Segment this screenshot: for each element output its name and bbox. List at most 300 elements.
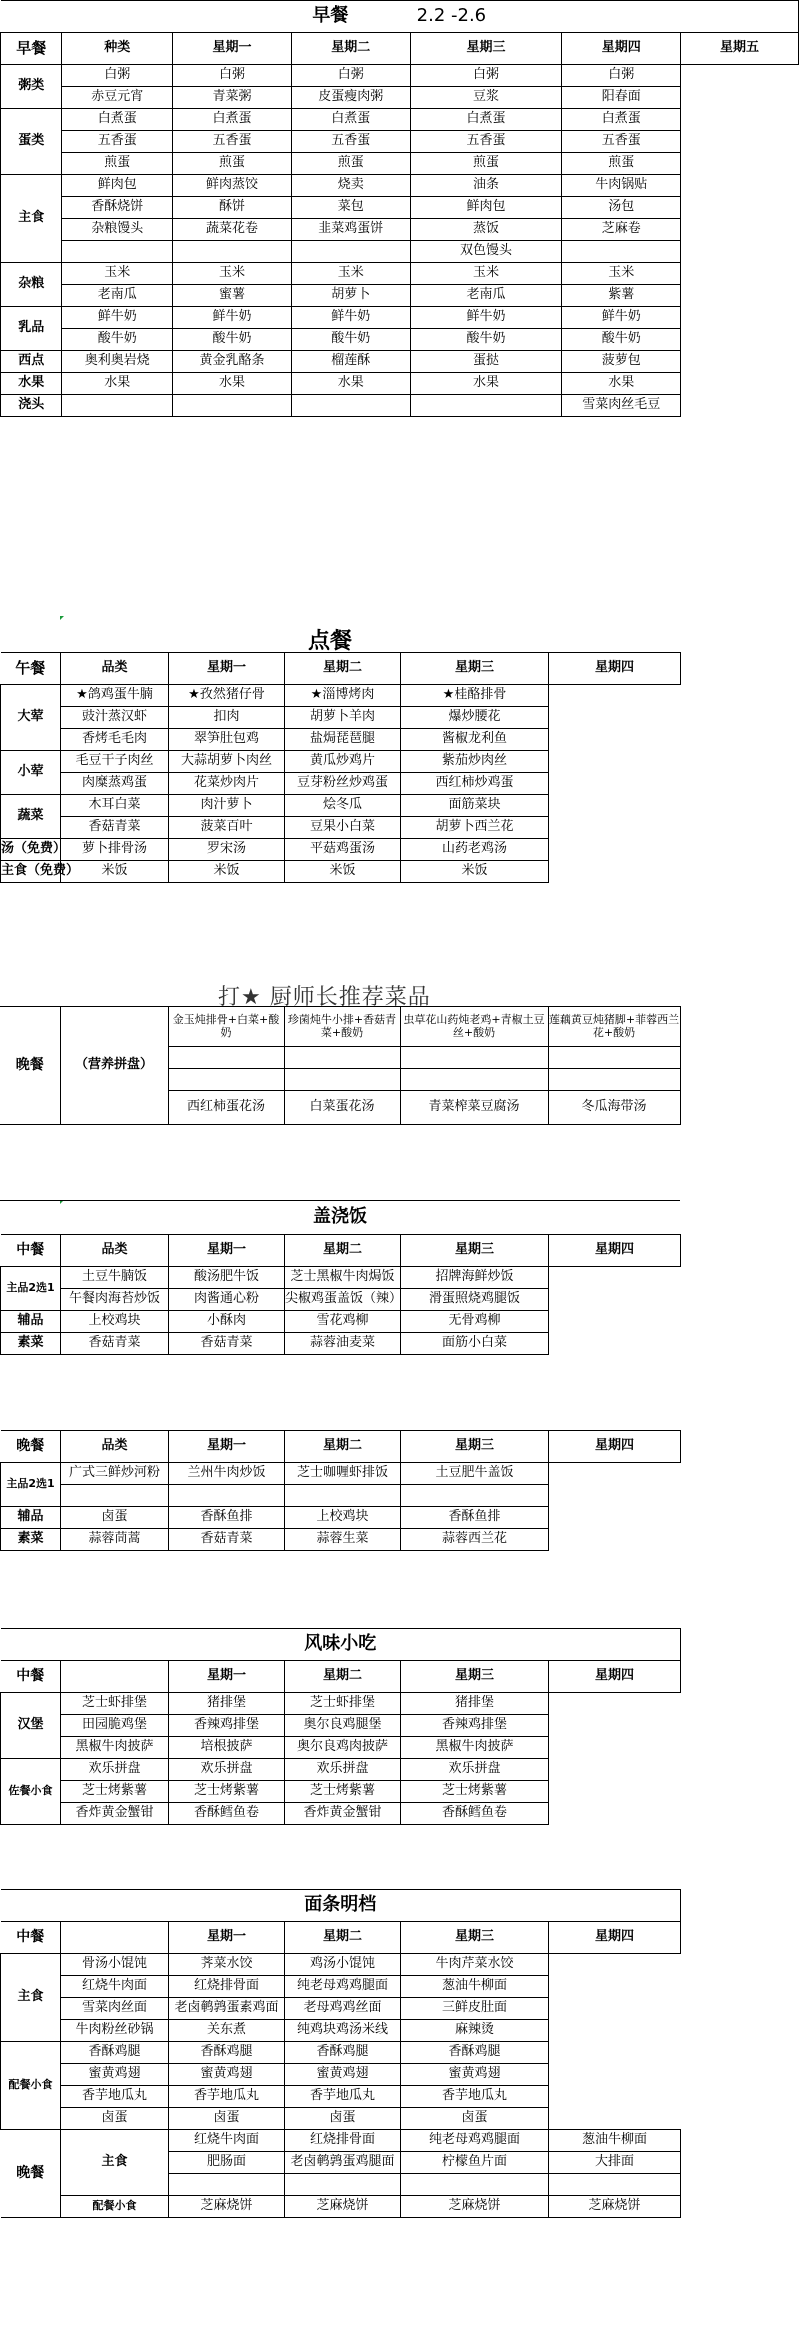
menu-item-cell: 雪菜肉丝面	[61, 1998, 169, 2020]
menu-item-cell: 芝士烤紫薯	[169, 1781, 285, 1803]
menu-item-cell: 大排面	[549, 2152, 681, 2174]
menu-item-cell: 香酥鳕鱼卷	[401, 1803, 549, 1825]
menu-item-cell: 香辣鸡排堡	[169, 1715, 285, 1737]
menu-item-cell: 煎蛋	[173, 153, 292, 175]
menu-item-cell: 鲜肉蒸饺	[173, 175, 292, 197]
menu-item-cell: 卤蛋	[61, 2108, 169, 2130]
menu-item-cell: 香烤毛毛肉	[61, 729, 169, 751]
menu-item-cell	[291, 395, 410, 417]
menu-item-cell: 鸡汤小馄饨	[285, 1954, 401, 1976]
menu-item-cell: 油条	[410, 175, 562, 197]
menu-item-cell: 蜜黄鸡翅	[61, 2064, 169, 2086]
menu-item-cell: 土豆牛腩饭	[61, 1267, 169, 1289]
menu-item-cell: 蒜蓉生菜	[285, 1529, 401, 1551]
menu-item-cell: 香芋地瓜丸	[169, 2086, 285, 2108]
order-header-cell: 星期二	[285, 653, 401, 685]
menu-item-cell: 老卤鹌鹑蛋鸡腿面	[285, 2152, 401, 2174]
category-label: 辅品	[1, 1311, 61, 1333]
menu-item-cell: 上校鸡块	[285, 1507, 401, 1529]
menu-item-cell: 白粥	[291, 65, 410, 87]
menu-item-cell: 芝麻烧饼	[549, 2196, 681, 2218]
menu-item-cell: 兰州牛肉炒饭	[169, 1463, 285, 1485]
menu-item-cell: 菠菜百叶	[169, 817, 285, 839]
breakfast-header-cell: 星期二	[291, 33, 410, 65]
snack-header-cell: 星期二	[285, 1661, 401, 1693]
breakfast-date: 2.2 -2.6	[416, 5, 487, 27]
menu-item-cell: 米饭	[401, 861, 549, 883]
menu-item-cell	[291, 241, 410, 263]
category-label: 水果	[1, 373, 62, 395]
breakfast-header-cell: 星期三	[410, 33, 562, 65]
breakfast-header-cell: 星期四	[562, 33, 681, 65]
menu-item-cell: 西红柿蛋花汤	[168, 1091, 284, 1125]
breakfast-side-label: 早餐	[1, 33, 62, 65]
rice-header-cell: 星期二	[285, 1431, 401, 1463]
menu-item-cell: 水果	[173, 373, 292, 395]
menu-item-cell: 奥利奥岩烧	[62, 351, 173, 373]
menu-item-cell: 面筋菜块	[401, 795, 549, 817]
menu-item-cell: 莲藕黄豆炖猪脚+菲蓉西兰花+酸奶	[548, 1007, 680, 1047]
menu-item-cell: 烧卖	[291, 175, 410, 197]
menu-item-cell: 欢乐拼盘	[285, 1759, 401, 1781]
order-lunch-label: 午餐	[1, 653, 61, 685]
menu-item-cell: 卤蛋	[285, 2108, 401, 2130]
menu-item-cell: 白煮蛋	[410, 109, 562, 131]
menu-item-cell: 煎蛋	[410, 153, 562, 175]
menu-item-cell: 芝士烤紫薯	[285, 1781, 401, 1803]
menu-item-cell: 雪花鸡柳	[285, 1311, 401, 1333]
order-lunch-table	[0, 652, 681, 883]
menu-item-cell: 芝士咖喱虾排饭	[285, 1463, 401, 1485]
category-label: 蔬菜	[1, 795, 61, 839]
menu-item-cell: 白煮蛋	[562, 109, 681, 131]
menu-item-cell: 欢乐拼盘	[61, 1759, 169, 1781]
menu-item-cell: 蒜蓉油麦菜	[285, 1333, 401, 1355]
menu-item-cell: 香酥鸡腿	[401, 2042, 549, 2064]
noodle-dinner-label: 晚餐	[1, 2130, 61, 2218]
menu-item-cell: 红烧排骨面	[169, 1976, 285, 1998]
menu-item-cell	[173, 241, 292, 263]
rice-header-cell: 品类	[61, 1235, 169, 1267]
menu-item-cell: 萝卜排骨汤	[61, 839, 169, 861]
menu-item-cell: 尖椒鸡蛋盖饭（辣）	[285, 1289, 401, 1311]
menu-item-cell: 酸牛奶	[291, 329, 410, 351]
rice-header-cell: 品类	[61, 1431, 169, 1463]
menu-item-cell: 水果	[62, 373, 173, 395]
category-label: 浇头	[1, 395, 62, 417]
category-label: 汉堡	[1, 1693, 61, 1759]
menu-item-cell: 香辣鸡排堡	[401, 1715, 549, 1737]
menu-item-cell: 菜包	[291, 197, 410, 219]
menu-item-cell: 红烧排骨面	[285, 2130, 401, 2152]
menu-item-cell: 玉米	[291, 263, 410, 285]
menu-item-cell	[548, 1069, 680, 1091]
menu-item-cell: 卤蛋	[61, 1507, 169, 1529]
menu-item-cell: 芝士黑椒牛肉焗饭	[285, 1267, 401, 1289]
breakfast-table	[0, 0, 799, 417]
menu-item-cell: 黄金乳酪条	[173, 351, 292, 373]
menu-item-cell: 小酥肉	[169, 1311, 285, 1333]
menu-item-cell: 香酥鸡腿	[169, 2042, 285, 2064]
menu-item-cell: 菠萝包	[562, 351, 681, 373]
menu-item-cell	[285, 2174, 401, 2196]
rice-header-cell: 星期一	[169, 1431, 285, 1463]
menu-item-cell: 麻辣烫	[401, 2020, 549, 2042]
menu-item-cell: 卤蛋	[169, 2108, 285, 2130]
order-header-cell: 星期四	[549, 653, 681, 685]
menu-item-cell: 榴莲酥	[291, 351, 410, 373]
menu-item-cell: 白粥	[410, 65, 562, 87]
menu-item-cell	[169, 1485, 285, 1507]
menu-item-cell: 牛肉芹菜水饺	[401, 1954, 549, 1976]
menu-item-cell: 蜜黄鸡翅	[169, 2064, 285, 2086]
menu-item-cell: 紫薯	[562, 285, 681, 307]
menu-item-cell	[549, 2174, 681, 2196]
menu-item-cell: 香炸黄金蟹钳	[285, 1803, 401, 1825]
category-label: 辅品	[1, 1507, 61, 1529]
category-label: 主品2选1	[1, 1463, 61, 1507]
menu-item-cell: 汤包	[562, 197, 681, 219]
menu-item-cell: 滑蛋照烧鸡腿饭	[401, 1289, 549, 1311]
menu-item-cell: 白煮蛋	[62, 109, 173, 131]
menu-item-cell: 芝麻烧饼	[401, 2196, 549, 2218]
menu-item-cell: 玉米	[562, 263, 681, 285]
category-label: 主食	[1, 1954, 61, 2042]
menu-item-cell: 酥饼	[173, 197, 292, 219]
menu-item-cell: 胡萝卜	[291, 285, 410, 307]
menu-item-cell: 奥尔良鸡肉披萨	[285, 1737, 401, 1759]
menu-item-cell	[562, 241, 681, 263]
menu-item-cell: 鲜肉包	[410, 197, 562, 219]
menu-item-cell: 老母鸡鸡丝面	[285, 1998, 401, 2020]
menu-item-cell: 无骨鸡柳	[401, 1311, 549, 1333]
rice-header-cell: 星期二	[285, 1235, 401, 1267]
menu-item-cell	[284, 1069, 400, 1091]
category-label: 乳品	[1, 307, 62, 351]
breakfast-title-row	[1, 1, 799, 33]
menu-item-cell: 欢乐拼盘	[401, 1759, 549, 1781]
menu-item-cell: 酸牛奶	[62, 329, 173, 351]
menu-item-cell: 芝麻烧饼	[285, 2196, 401, 2218]
menu-item-cell: 豉汁蒸汉虾	[61, 707, 169, 729]
menu-item-cell: 玉米	[173, 263, 292, 285]
menu-item-cell: 鲜牛奶	[62, 307, 173, 329]
menu-item-cell: 卤蛋	[401, 2108, 549, 2130]
menu-item-cell: 豆芽粉丝炒鸡蛋	[285, 773, 401, 795]
menu-item-cell: 培根披萨	[169, 1737, 285, 1759]
menu-item-cell: 肉酱通心粉	[169, 1289, 285, 1311]
category-label: 大荤	[1, 685, 61, 751]
snack-header-cell: 星期一	[169, 1661, 285, 1693]
menu-item-cell: 青菜粥	[173, 87, 292, 109]
chef-recommend-note: 打★ 厨师长推荐菜品	[218, 985, 431, 1010]
menu-item-cell: 纯鸡块鸡汤米线	[285, 2020, 401, 2042]
menu-item-cell: 米饭	[169, 861, 285, 883]
order-header-cell: 星期一	[169, 653, 285, 685]
category-label: 主品2选1	[1, 1267, 61, 1311]
menu-item-cell: 五香蛋	[562, 131, 681, 153]
menu-item-cell: 米饭	[61, 861, 169, 883]
menu-item-cell: 雪菜肉丝毛豆	[562, 395, 681, 417]
menu-item-cell: 芝麻烧饼	[169, 2196, 285, 2218]
order-dinner-table	[0, 1006, 681, 1125]
category-label: 素菜	[1, 1529, 61, 1551]
menu-item-cell: 虫草花山药炖老鸡+青椒土豆丝+酸奶	[400, 1007, 548, 1047]
category-label: 粥类	[1, 65, 62, 109]
noodle-title: 面条明档	[1, 1890, 681, 1922]
menu-item-cell: 纯老母鸡鸡腿面	[401, 2130, 549, 2152]
menu-item-cell: 猪排堡	[169, 1693, 285, 1715]
menu-item-cell: 皮蛋瘦肉粥	[291, 87, 410, 109]
menu-item-cell: 红烧牛肉面	[61, 1976, 169, 1998]
rice-header-cell: 星期四	[549, 1431, 681, 1463]
menu-item-cell: ★孜然猪仔骨	[169, 685, 285, 707]
menu-item-cell: 水果	[410, 373, 562, 395]
menu-item-cell: 青菜榨菜豆腐汤	[400, 1091, 548, 1125]
menu-item-cell: 香菇青菜	[61, 1333, 169, 1355]
menu-item-cell: 西红柿炒鸡蛋	[401, 773, 549, 795]
menu-item-cell: 香菇青菜	[169, 1529, 285, 1551]
order-header-cell: 星期三	[401, 653, 549, 685]
menu-item-cell: 骨汤小馄饨	[61, 1954, 169, 1976]
snack-header-cell: 星期四	[549, 1661, 681, 1693]
noodle-table	[0, 1889, 681, 2218]
menu-item-cell: 面筋小白菜	[401, 1333, 549, 1355]
menu-item-cell: 香酥烧饼	[62, 197, 173, 219]
menu-item-cell	[168, 1069, 284, 1091]
menu-item-cell	[173, 395, 292, 417]
menu-item-cell: 香酥鳕鱼卷	[169, 1803, 285, 1825]
menu-item-cell: 鲜牛奶	[291, 307, 410, 329]
menu-item-cell: 香芋地瓜丸	[61, 2086, 169, 2108]
snack-table	[0, 1628, 681, 1825]
breakfast-header-cell: 星期一	[173, 33, 292, 65]
menu-item-cell: 午餐肉海苔炒饭	[61, 1289, 169, 1311]
menu-item-cell: 爆炒腰花	[401, 707, 549, 729]
menu-item-cell: ★桂酪排骨	[401, 685, 549, 707]
breakfast-title: 早餐	[312, 5, 349, 27]
menu-item-cell: 豆浆	[410, 87, 562, 109]
menu-item-cell: 金玉炖排骨+白菜+酸奶	[168, 1007, 284, 1047]
menu-item-cell	[548, 1047, 680, 1069]
menu-item-cell: 招牌海鲜炒饭	[401, 1267, 549, 1289]
menu-item-cell: 芝麻卷	[562, 219, 681, 241]
menu-item-cell: 广式三鲜炒河粉	[61, 1463, 169, 1485]
menu-item-cell: 白粥	[562, 65, 681, 87]
menu-item-cell	[401, 1485, 549, 1507]
menu-item-cell: 毛豆干子肉丝	[61, 751, 169, 773]
category-label: 西点	[1, 351, 62, 373]
menu-item-cell: 豆果小白菜	[285, 817, 401, 839]
menu-item-cell: 酸牛奶	[562, 329, 681, 351]
menu-item-cell: 平菇鸡蛋汤	[285, 839, 401, 861]
menu-item-cell: 牛肉粉丝砂锅	[61, 2020, 169, 2042]
rice-lunch-label: 中餐	[1, 1235, 61, 1267]
menu-item-cell: 老南瓜	[62, 285, 173, 307]
order-header-cell: 品类	[61, 653, 169, 685]
menu-item-cell: 烩冬瓜	[285, 795, 401, 817]
menu-item-cell	[168, 1047, 284, 1069]
menu-item-cell: 煎蛋	[291, 153, 410, 175]
menu-item-cell: 胡萝卜西兰花	[401, 817, 549, 839]
menu-item-cell: 五香蛋	[291, 131, 410, 153]
menu-item-cell: 香芋地瓜丸	[285, 2086, 401, 2108]
category-label: 配餐小食	[61, 2196, 169, 2218]
category-label: 汤（免费）	[1, 839, 61, 861]
rice-header-cell: 星期三	[401, 1235, 549, 1267]
menu-item-cell: 韭菜鸡蛋饼	[291, 219, 410, 241]
menu-item-cell: 水果	[562, 373, 681, 395]
menu-item-cell: 五香蛋	[62, 131, 173, 153]
menu-item-cell: 黄瓜炒鸡片	[285, 751, 401, 773]
menu-item-cell	[284, 1047, 400, 1069]
menu-item-cell: 芝士虾排堡	[285, 1693, 401, 1715]
menu-item-cell: 白煮蛋	[173, 109, 292, 131]
rice-header-cell: 星期三	[401, 1431, 549, 1463]
menu-item-cell: 五香蛋	[410, 131, 562, 153]
menu-item-cell: 罗宋汤	[169, 839, 285, 861]
menu-item-cell: 大蒜胡萝卜肉丝	[169, 751, 285, 773]
menu-item-cell: 蔬菜花卷	[173, 219, 292, 241]
menu-item-cell: 蜜黄鸡翅	[285, 2064, 401, 2086]
menu-item-cell	[62, 395, 173, 417]
menu-item-cell: 牛肉锅贴	[562, 175, 681, 197]
cell-marker	[60, 616, 64, 620]
menu-item-cell: 上校鸡块	[61, 1311, 169, 1333]
menu-item-cell: 白煮蛋	[291, 109, 410, 131]
menu-item-cell: 三鲜皮肚面	[401, 1998, 549, 2020]
menu-item-cell: 香炸黄金蟹钳	[61, 1803, 169, 1825]
menu-item-cell: 阳春面	[562, 87, 681, 109]
menu-item-cell: 蒜蓉西兰花	[401, 1529, 549, 1551]
menu-item-cell: ★淄博烤肉	[285, 685, 401, 707]
menu-item-cell: 奥尔良鸡腿堡	[285, 1715, 401, 1737]
menu-item-cell: 鲜牛奶	[410, 307, 562, 329]
menu-item-cell: 荠菜水饺	[169, 1954, 285, 1976]
menu-item-cell: 猪排堡	[401, 1693, 549, 1715]
menu-item-cell: 红烧牛肉面	[169, 2130, 285, 2152]
menu-item-cell: 盐焗琵琶腿	[285, 729, 401, 751]
menu-item-cell: 花菜炒肉片	[169, 773, 285, 795]
menu-item-cell: 香芋地瓜丸	[401, 2086, 549, 2108]
rice-title: 盖浇饭	[0, 1201, 680, 1235]
menu-item-cell: 翠笋肚包鸡	[169, 729, 285, 751]
noodle-header-cell: 星期四	[549, 1922, 681, 1954]
noodle-lunch-label: 中餐	[1, 1922, 61, 1954]
menu-item-cell: 土豆肥牛盖饭	[401, 1463, 549, 1485]
breakfast-header-cell: 种类	[62, 33, 173, 65]
menu-item-cell	[62, 241, 173, 263]
noodle-header-cell: 星期三	[401, 1922, 549, 1954]
menu-item-cell	[169, 2174, 285, 2196]
rice-lunch-table	[0, 1234, 681, 1355]
category-label: 配餐小食	[1, 2042, 61, 2130]
menu-item-cell: 玉米	[62, 263, 173, 285]
rice-dinner-label: 晚餐	[1, 1431, 61, 1463]
category-label: 主食	[61, 2130, 169, 2196]
menu-item-cell: 白粥	[173, 65, 292, 87]
menu-item-cell	[61, 1485, 169, 1507]
menu-item-cell: 玉米	[410, 263, 562, 285]
menu-item-cell: 香酥鱼排	[169, 1507, 285, 1529]
menu-item-cell: 珍菌炖牛小排+香菇青菜+酸奶	[284, 1007, 400, 1047]
category-label: 主食	[1, 175, 62, 263]
rice-header-cell: 星期一	[169, 1235, 285, 1267]
menu-item-cell: 酸汤肥牛饭	[169, 1267, 285, 1289]
menu-item-cell: 黑椒牛肉披萨	[401, 1737, 549, 1759]
menu-item-cell: 蒸饭	[410, 219, 562, 241]
menu-item-cell: 老卤鹌鹑蛋素鸡面	[169, 1998, 285, 2020]
snack-title: 风味小吃	[1, 1629, 681, 1661]
order-dinner-label: 晚餐	[0, 1007, 60, 1125]
menu-item-cell	[400, 1047, 548, 1069]
snack-header-blank	[61, 1661, 169, 1693]
menu-item-cell: 赤豆元宵	[62, 87, 173, 109]
menu-item-cell: 胡萝卜羊肉	[285, 707, 401, 729]
menu-item-cell: 香酥鱼排	[401, 1507, 549, 1529]
menu-item-cell: 鲜肉包	[62, 175, 173, 197]
menu-item-cell: 白粥	[62, 65, 173, 87]
menu-item-cell: 冬瓜海带汤	[548, 1091, 680, 1125]
rice-title-table	[0, 1200, 680, 1235]
menu-item-cell: 鲜牛奶	[173, 307, 292, 329]
menu-item-cell: 蜜薯	[173, 285, 292, 307]
snack-lunch-label: 中餐	[1, 1661, 61, 1693]
breakfast-header-cell: 星期五	[681, 33, 799, 65]
category-label: 素菜	[1, 1333, 61, 1355]
menu-item-cell: 肥肠面	[169, 2152, 285, 2174]
menu-item-cell	[285, 1485, 401, 1507]
menu-item-cell: 纯老母鸡鸡腿面	[285, 1976, 401, 1998]
menu-item-cell: 欢乐拼盘	[169, 1759, 285, 1781]
menu-item-cell: 扣肉	[169, 707, 285, 729]
menu-item-cell: 关东煮	[169, 2020, 285, 2042]
rice-header-cell: 星期四	[549, 1235, 681, 1267]
menu-item-cell: 老南瓜	[410, 285, 562, 307]
menu-item-cell: 芝士虾排堡	[61, 1693, 169, 1715]
menu-item-cell: 双色馒头	[410, 241, 562, 263]
menu-item-cell: ★鸽鸡蛋牛腩	[61, 685, 169, 707]
rice-dinner-table	[0, 1430, 681, 1551]
menu-item-cell: 芝士烤紫薯	[401, 1781, 549, 1803]
menu-item-cell: 煎蛋	[562, 153, 681, 175]
menu-item-cell: 香酥鸡腿	[61, 2042, 169, 2064]
menu-item-cell: 葱油牛柳面	[401, 1976, 549, 1998]
menu-item-cell	[400, 1069, 548, 1091]
menu-item-cell: 山药老鸡汤	[401, 839, 549, 861]
noodle-header-cell: 星期一	[169, 1922, 285, 1954]
category-label: 杂粮	[1, 263, 62, 307]
menu-item-cell: 蛋挞	[410, 351, 562, 373]
menu-item-cell: 葱油牛柳面	[549, 2130, 681, 2152]
menu-item-cell: 紫茄炒肉丝	[401, 751, 549, 773]
category-label: 蛋类	[1, 109, 62, 175]
menu-item-cell: 香菇青菜	[169, 1333, 285, 1355]
noodle-header-blank	[61, 1922, 169, 1954]
category-label: （营养拼盘）	[60, 1007, 168, 1125]
snack-header-cell: 星期三	[401, 1661, 549, 1693]
noodle-header-cell: 星期二	[285, 1922, 401, 1954]
menu-item-cell: 杂粮馒头	[62, 219, 173, 241]
menu-item-cell: 煎蛋	[62, 153, 173, 175]
menu-item-cell: 柠檬鱼片面	[401, 2152, 549, 2174]
category-label: 小荤	[1, 751, 61, 795]
menu-item-cell: 芝士烤紫薯	[61, 1781, 169, 1803]
menu-item-cell	[410, 395, 562, 417]
menu-item-cell: 白菜蛋花汤	[284, 1091, 400, 1125]
menu-item-cell: 香菇青菜	[61, 817, 169, 839]
menu-item-cell: 黑椒牛肉披萨	[61, 1737, 169, 1759]
